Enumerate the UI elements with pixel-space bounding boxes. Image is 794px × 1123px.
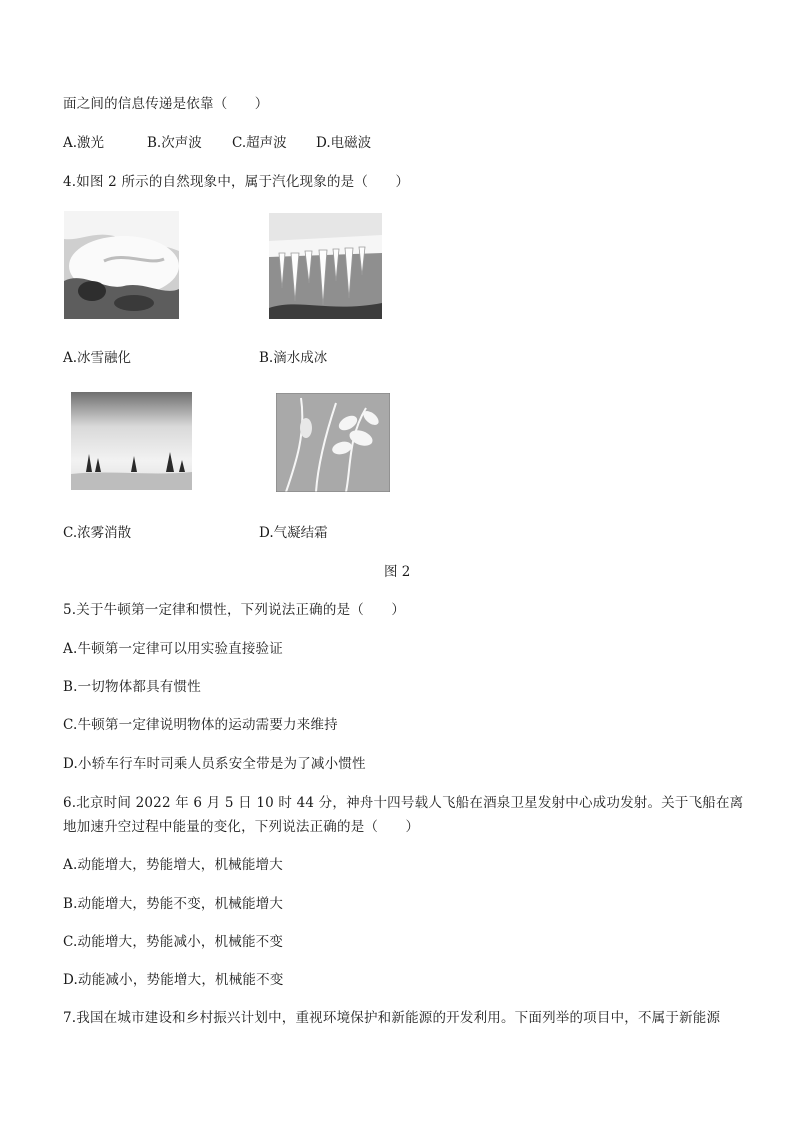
q5-option-d: D.小轿车行车时司乘人员系安全带是为了减小惯性 <box>63 756 366 772</box>
q5-option-c: C.牛顿第一定律说明物体的运动需要力来维持 <box>63 717 338 733</box>
q5-stem: 5.关于牛顿第一定律和惯性，下列说法正确的是（ ） <box>63 602 406 618</box>
q5-option-b: B.一切物体都具有惯性 <box>63 679 201 695</box>
photo-ice-snow-melting <box>64 211 179 319</box>
figure-label: 图 2 <box>384 564 411 580</box>
q6-option-c: C.动能增大，势能减小，机械能不变 <box>63 934 284 950</box>
q6-stem-line2: 地加速升空过程中能量的变化，下列说法正确的是（ ） <box>63 819 420 835</box>
q7-stem: 7.我国在城市建设和乡村振兴计划中，重视环境保护和新能源的开发利用。下面列举的项目中，不属于新能源 <box>63 1010 721 1026</box>
q4-caption-c: C.浓雾消散 <box>63 525 132 541</box>
photo-fog-dissipating <box>71 392 192 490</box>
q3-option-a: A.激光 <box>63 135 105 151</box>
q4-caption-a: A.冰雪融化 <box>63 350 132 366</box>
q6-option-a: A.动能增大，势能增大，机械能增大 <box>63 857 283 873</box>
q3-stem-tail: 面之间的信息传递是依靠（ ） <box>63 96 269 112</box>
q3-option-d: D.电磁波 <box>316 135 372 151</box>
q4-caption-d: D.气凝结霜 <box>259 525 328 541</box>
q5-option-a: A.牛顿第一定律可以用实验直接验证 <box>63 641 283 657</box>
photo-frost <box>276 393 390 492</box>
q4-stem: 4.如图 2 所示的自然现象中，属于汽化现象的是（ ） <box>63 174 410 190</box>
q6-option-d: D.动能减小，势能增大，机械能不变 <box>63 972 284 988</box>
photo-icicles <box>269 213 382 319</box>
q6-stem-line1: 6.北京时间 2022 年 6 月 5 日 10 时 44 分，神舟十四号载人飞船在酒泉卫星发射中心成功发射。关于飞船在离 <box>63 795 744 811</box>
q3-option-c: C.超声波 <box>232 135 287 151</box>
q6-option-b: B.动能增大，势能不变，机械能增大 <box>63 896 284 912</box>
q4-caption-b: B.滴水成冰 <box>259 350 328 366</box>
q3-option-b: B.次声波 <box>147 135 202 151</box>
